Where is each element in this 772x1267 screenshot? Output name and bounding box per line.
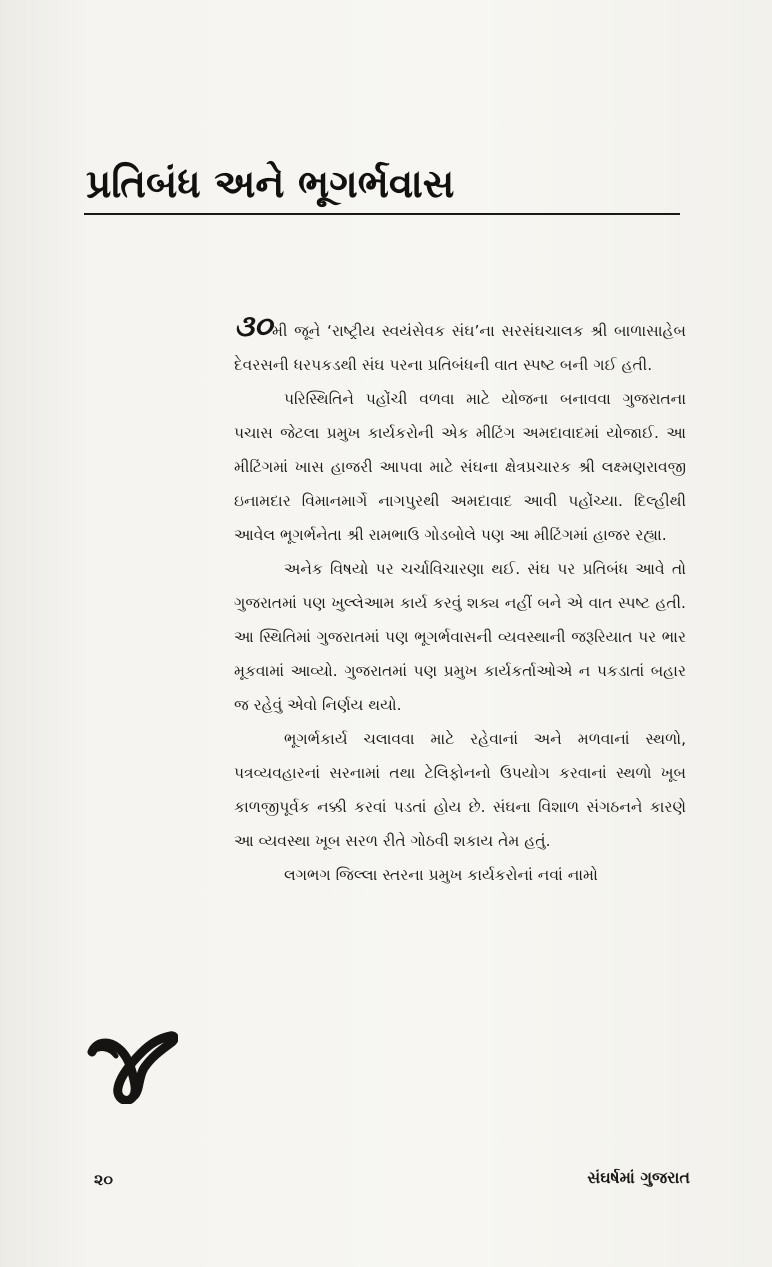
paragraph-5: લગભગ જિલ્લા સ્તરના પ્રમુખ કાર્યકરોનાં નવાં નામો (284, 866, 598, 884)
title-underline (84, 213, 680, 215)
drop-cap-number: ૩૦ (234, 309, 273, 344)
chapter-number-ornament-icon (86, 1012, 178, 1104)
page-number: ૨૦ (94, 1170, 114, 1189)
paragraph-3: અનેક વિષયો પર ચર્ચાવિચારણા થઈ. સંઘ પર પ્રતિબંધ આવે તો ગુજરાતમાં પણ ખુલ્લેઆમ કાર્ય કરવું શક્ય નહીં બને એ વાત સ્પષ્ટ હતી. આ સ્થિતિમાં ગુજરાતમાં પણ ભૂગર્ભવાસની વ્યવસ્થાની જરૂરિયાત પર ભાર મૂકવામાં આવ્યો. ગુજરાતમાં પણ પ્રમુખ કાર્યકર્તાઓએ ન પકડાતાં બહાર જ રહેવું એવો નિર્ણય થયો. (234, 560, 686, 714)
paragraph-1 (234, 309, 686, 382)
chapter-body (234, 309, 686, 892)
chapter-title: પ્રતિબંધ અને ભૂગર્ભવાસ (86, 162, 455, 207)
paragraph-1-text: મી જૂને ‘રાષ્ટ્રીય સ્વયંસેવક સંઘ’ના સરસંઘચાલક શ્રી બાળાસાહેબ દેવરસની ધરપકડથી સંઘ પરના પ્રતિબંધની વાત સ્પષ્ટ બની ગઈ હતી. (234, 322, 686, 374)
paragraph-4: ભૂગર્ભકાર્ય ચલાવવા માટે રહેવાનાં અને મળવાનાં સ્થળો, પત્રવ્યવહારનાં સરનામાં તથા ટેલિફોનનો ઉપયોગ કરવાનાં સ્થળો ખૂબ કાળજીપૂર્વક નક્કી કરવાં પડતાં હોય છે. સંઘના વિશાળ સંગઠનને કારણે આ વ્યવસ્થા ખૂબ સરળ રીતે ગોઠવી શકાય તેમ હતું. (234, 730, 686, 850)
paragraph-2: પરિસ્થિતિને પહોંચી વળવા માટે યોજના બનાવવા ગુજરાતના પચાસ જેટલા પ્રમુખ કાર્યકરોની એક મીટિંગ અમદાવાદમાં યોજાઈ. આ મીટિંગમાં ખાસ હાજરી આપવા માટે સંઘના ક્ષેત્રપ્રચારક શ્રી લક્ષ્મણરાવજી ઇનામદાર વિમાનમાર્ગે નાગપુરથી અમદાવાદ આવી પહોંચ્યા. દિલ્હીથી આવેલ ભૂગર્ભનેતા શ્રી રામભાઉ ગોડબોલે પણ આ મીટિંગમાં હાજર રહ્યા. (234, 390, 686, 544)
running-footer-book-title: સંઘર્ષમાં ગુજરાત (587, 1168, 690, 1187)
